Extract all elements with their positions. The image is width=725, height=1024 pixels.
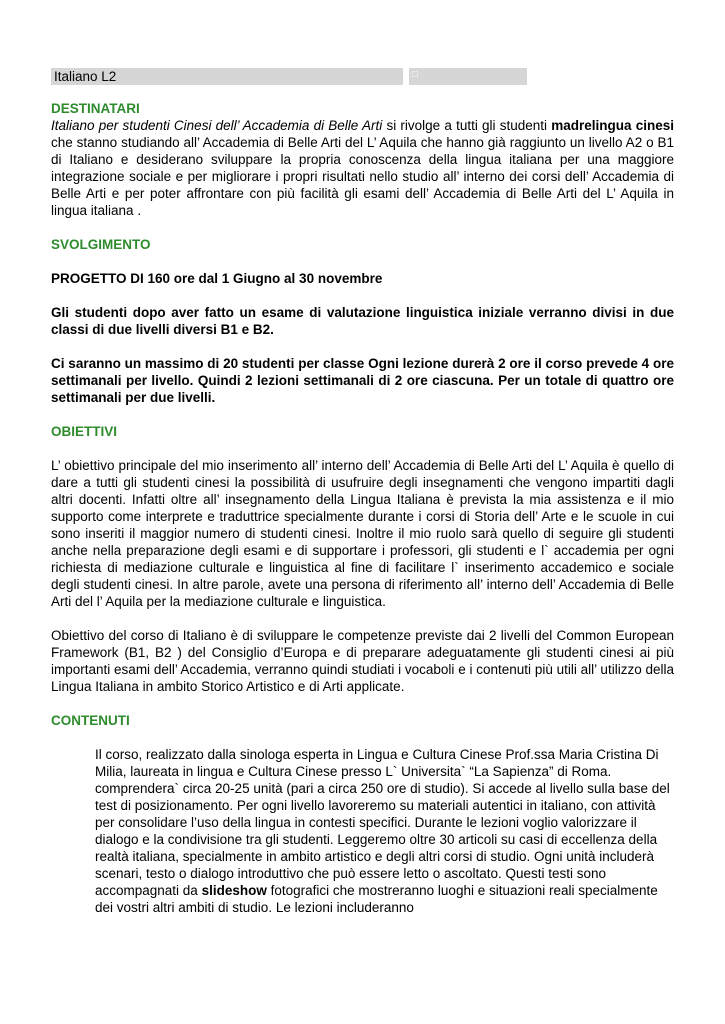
course-title-italic: Italiano per studenti Cinesi dell’ Accademia di Belle Arti — [51, 118, 383, 133]
paragraph-progetto: PROGETTO DI 160 ore dal 1 Giugno al 30 novembre — [51, 271, 383, 286]
paragraph-obiettivi-1: L’ obiettivo principale del mio inserimento all’ interno dell’ Accademia di Belle Arti del L’ Aquila è quello di dare a tutti gli studenti cinesi la possibilità di usufruire degli insegnamenti che vengono impartiti dagli altri docenti. Infatti oltre all’ insegnamento della Lingua Italiana è prevista la mia assistenza e il mio supporto come interprete e traduttrice specialmente durante i corsi di Storia dell’ Arte e le scuole in cui sono inseriti il maggior numero di studenti cinesi. Inoltre il mio ruolo sarà quello di seguire gli studenti anche nella preparazione degli esami e di supportare i professori, gli studenti e l` accademia per ogni richiesta di mediazione culturale e linguistica al fine di facilitare l` inserimento accademico e sociale degli studenti cinesi. In altre parole, avete una persona di riferimento all’ interno dell’ Accademia di Belle Arti del l’ Aquila per la mediazione culturale e linguistica. — [51, 458, 674, 609]
paragraph-destinatari — [51, 117, 674, 219]
text-run: fotografici che mostreranno luoghi e situazioni reali specialmente dei vostri altri ambiti di studio. Le lezioni includeranno — [95, 883, 658, 915]
paragraph-valutazione: Gli studenti dopo aver fatto un esame di valutazione linguistica iniziale verranno divisi in due classi di due livelli diversi B1 e B2. — [51, 305, 674, 337]
header-title: Italiano L2 — [54, 69, 117, 84]
paragraph-contenuti — [95, 746, 674, 916]
heading-svolgimento: SVOLGIMENTO — [51, 237, 151, 252]
header-title-bar — [51, 68, 403, 85]
document-body — [51, 100, 674, 916]
document-icon: □ — [412, 69, 419, 80]
header-side-bar — [409, 68, 527, 85]
heading-obiettivi: OBIETTIVI — [51, 424, 118, 439]
heading-destinatari: DESTINATARI — [51, 101, 140, 116]
heading-contenuti: CONTENUTI — [51, 713, 130, 728]
paragraph-studenti: Ci saranno un massimo di 20 studenti per classe Ogni lezione durerà 2 ore il corso prevede 4 ore settimanali per livello. Quindi 2 lezioni settimanali di 2 ore ciascuna. Per un totale di quattro ore settimanali per due livelli. — [51, 356, 674, 405]
bold-madrelingua: madrelingua cinesi — [551, 118, 674, 133]
text-run: che stanno studiando all’ Accademia di Belle Arti del L’ Aquila che hanno già raggiunto un livello A2 o B1 di Italiano e desiderano sviluppare la propria conoscenza della lingua italiana per una maggiore integrazione sociale e per migliorare i propri risultati nello studio all’ interno dei corsi dell’ Accademia di Belle Arti e per poter affrontare con più facilità gli esami dell’ Accademia di Belle Arti del L’ Aquila in lingua italiana . — [51, 135, 674, 218]
paragraph-obiettivi-2: Obiettivo del corso di Italiano è di sviluppare le competenze previste dai 2 livelli del Common European Framework (B1, B2 ) del Consiglio d’Europa e di preparare adeguatamente gli studenti cinesi ai più importanti esami dell’ Accademia, verranno quindi studiati i vocaboli e i contenuti più utili all’ utilizzo della Lingua Italiana in ambito Storico Artistico e di Arti applicate. — [51, 628, 674, 694]
text-run: si rivolge a tutti gli studenti — [382, 118, 552, 133]
text-run: Il corso, realizzato dalla sinologa esperta in Lingua e Cultura Cinese Prof.ssa Maria Cristina Di Milia, laureata in lingua e Cultura Cinese presso L` Universita` “La Sapienza” di Roma. comprendera` circa 20-25 unità (pari a circa 250 ore di studio). Si accede al livello sulla base del test di posizionamento. Per ogni livello lavoreremo su materiali autentici in italiano, con attività per consolidare l’uso della lingua in contesti specifici. Durante le lezioni voglio valorizzare il dialogo e la condivisione tra gli studenti. Leggeremo oltre 30 articoli su casi di eccellenza della realtà italiana, specialmente in ambito artistico e degli altri corsi di studio. Ogni unità includerà scenari, testo o dialogo introduttivo che può essere letto o ascoltato. Questi testi sono accompagnati da — [95, 747, 670, 898]
bold-slideshow: slideshow — [201, 883, 267, 898]
